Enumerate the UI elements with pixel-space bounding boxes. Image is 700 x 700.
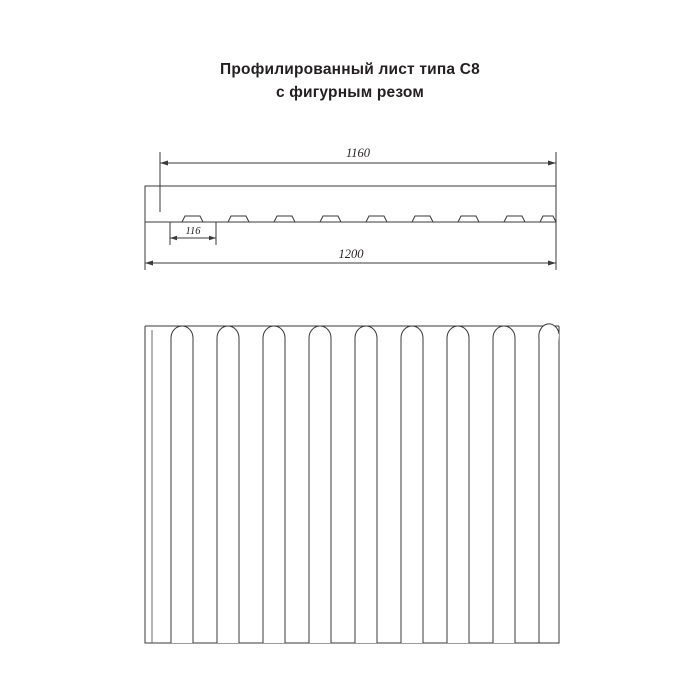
dimension-116-label: 116: [185, 226, 201, 237]
title-line-2: с фигурным резом: [275, 84, 425, 101]
title-line-1: Профилированный лист типа С8: [220, 61, 480, 78]
rib-group: [171, 324, 559, 643]
top-view-section: [145, 186, 556, 222]
dimension-1160-label: 1160: [345, 146, 371, 160]
front-view: [145, 324, 559, 643]
dimension-1200-label: 1200: [338, 247, 364, 261]
dimension-1200: [145, 222, 556, 270]
